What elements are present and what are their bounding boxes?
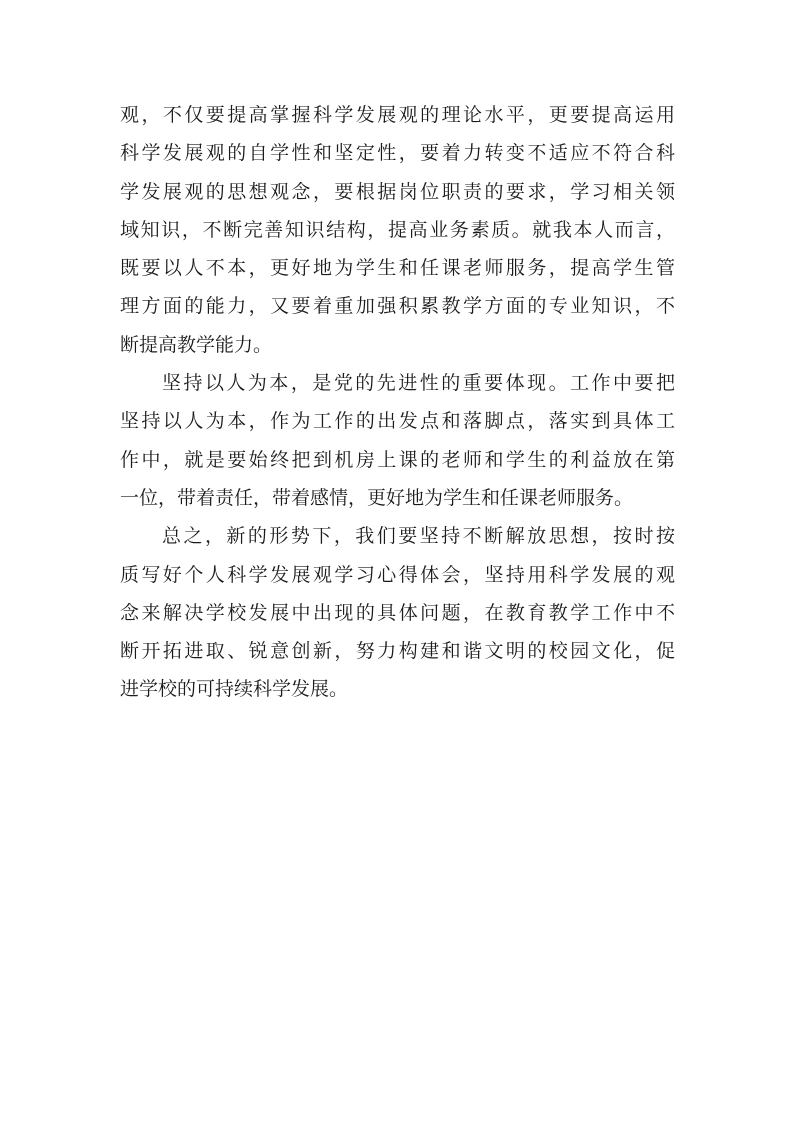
text-line: 既要以人不本，更好地为学生和任课老师服务，提高学生管 (120, 257, 675, 280)
text-line: 念来解决学校发展中出现的具体问题，在教育教学工作中不 (120, 601, 675, 624)
paragraph (120, 364, 675, 517)
text-line: 总之，新的形势下，我们要坚持不断解放思想，按时按 (162, 525, 675, 548)
paragraph (120, 517, 675, 708)
body-text (120, 96, 675, 709)
text-line: 断开拓进取、锐意创新，努力构建和谐文明的校园文化，促 (120, 640, 675, 663)
text-line: 断提高教学能力。 (120, 333, 273, 356)
text-line: 科学发展观的自学性和坚定性，要着力转变不适应不符合科 (120, 142, 675, 165)
text-line: 一位，带着责任，带着感情，更好地为学生和任课老师服务。 (120, 486, 634, 509)
text-line: 坚持以人为本，作为工作的出发点和落脚点，落实到具体工 (120, 410, 675, 433)
text-line: 作中，就是要始终把到机房上课的老师和学生的利益放在第 (120, 448, 675, 471)
text-line: 观，不仅要提高掌握科学发展观的理论水平，更要提高运用 (120, 104, 675, 126)
text-line: 坚持以人为本，是党的先进性的重要体现。工作中要把 (162, 372, 675, 395)
text-line: 质写好个人科学发展观学习心得体会，坚持用科学发展的观 (120, 563, 675, 586)
text-line: 理方面的能力，又要着重加强积累教学方面的专业知识，不 (120, 295, 675, 318)
text-line: 进学校的可持续科学发展。 (120, 678, 349, 701)
text-line: 学发展观的思想观念，要根据岗位职责的要求，学习相关领 (120, 180, 675, 203)
paragraph (120, 96, 675, 364)
text-line: 域知识，不断完善知识结构，提高业务素质。就我本人而言， (120, 218, 675, 241)
